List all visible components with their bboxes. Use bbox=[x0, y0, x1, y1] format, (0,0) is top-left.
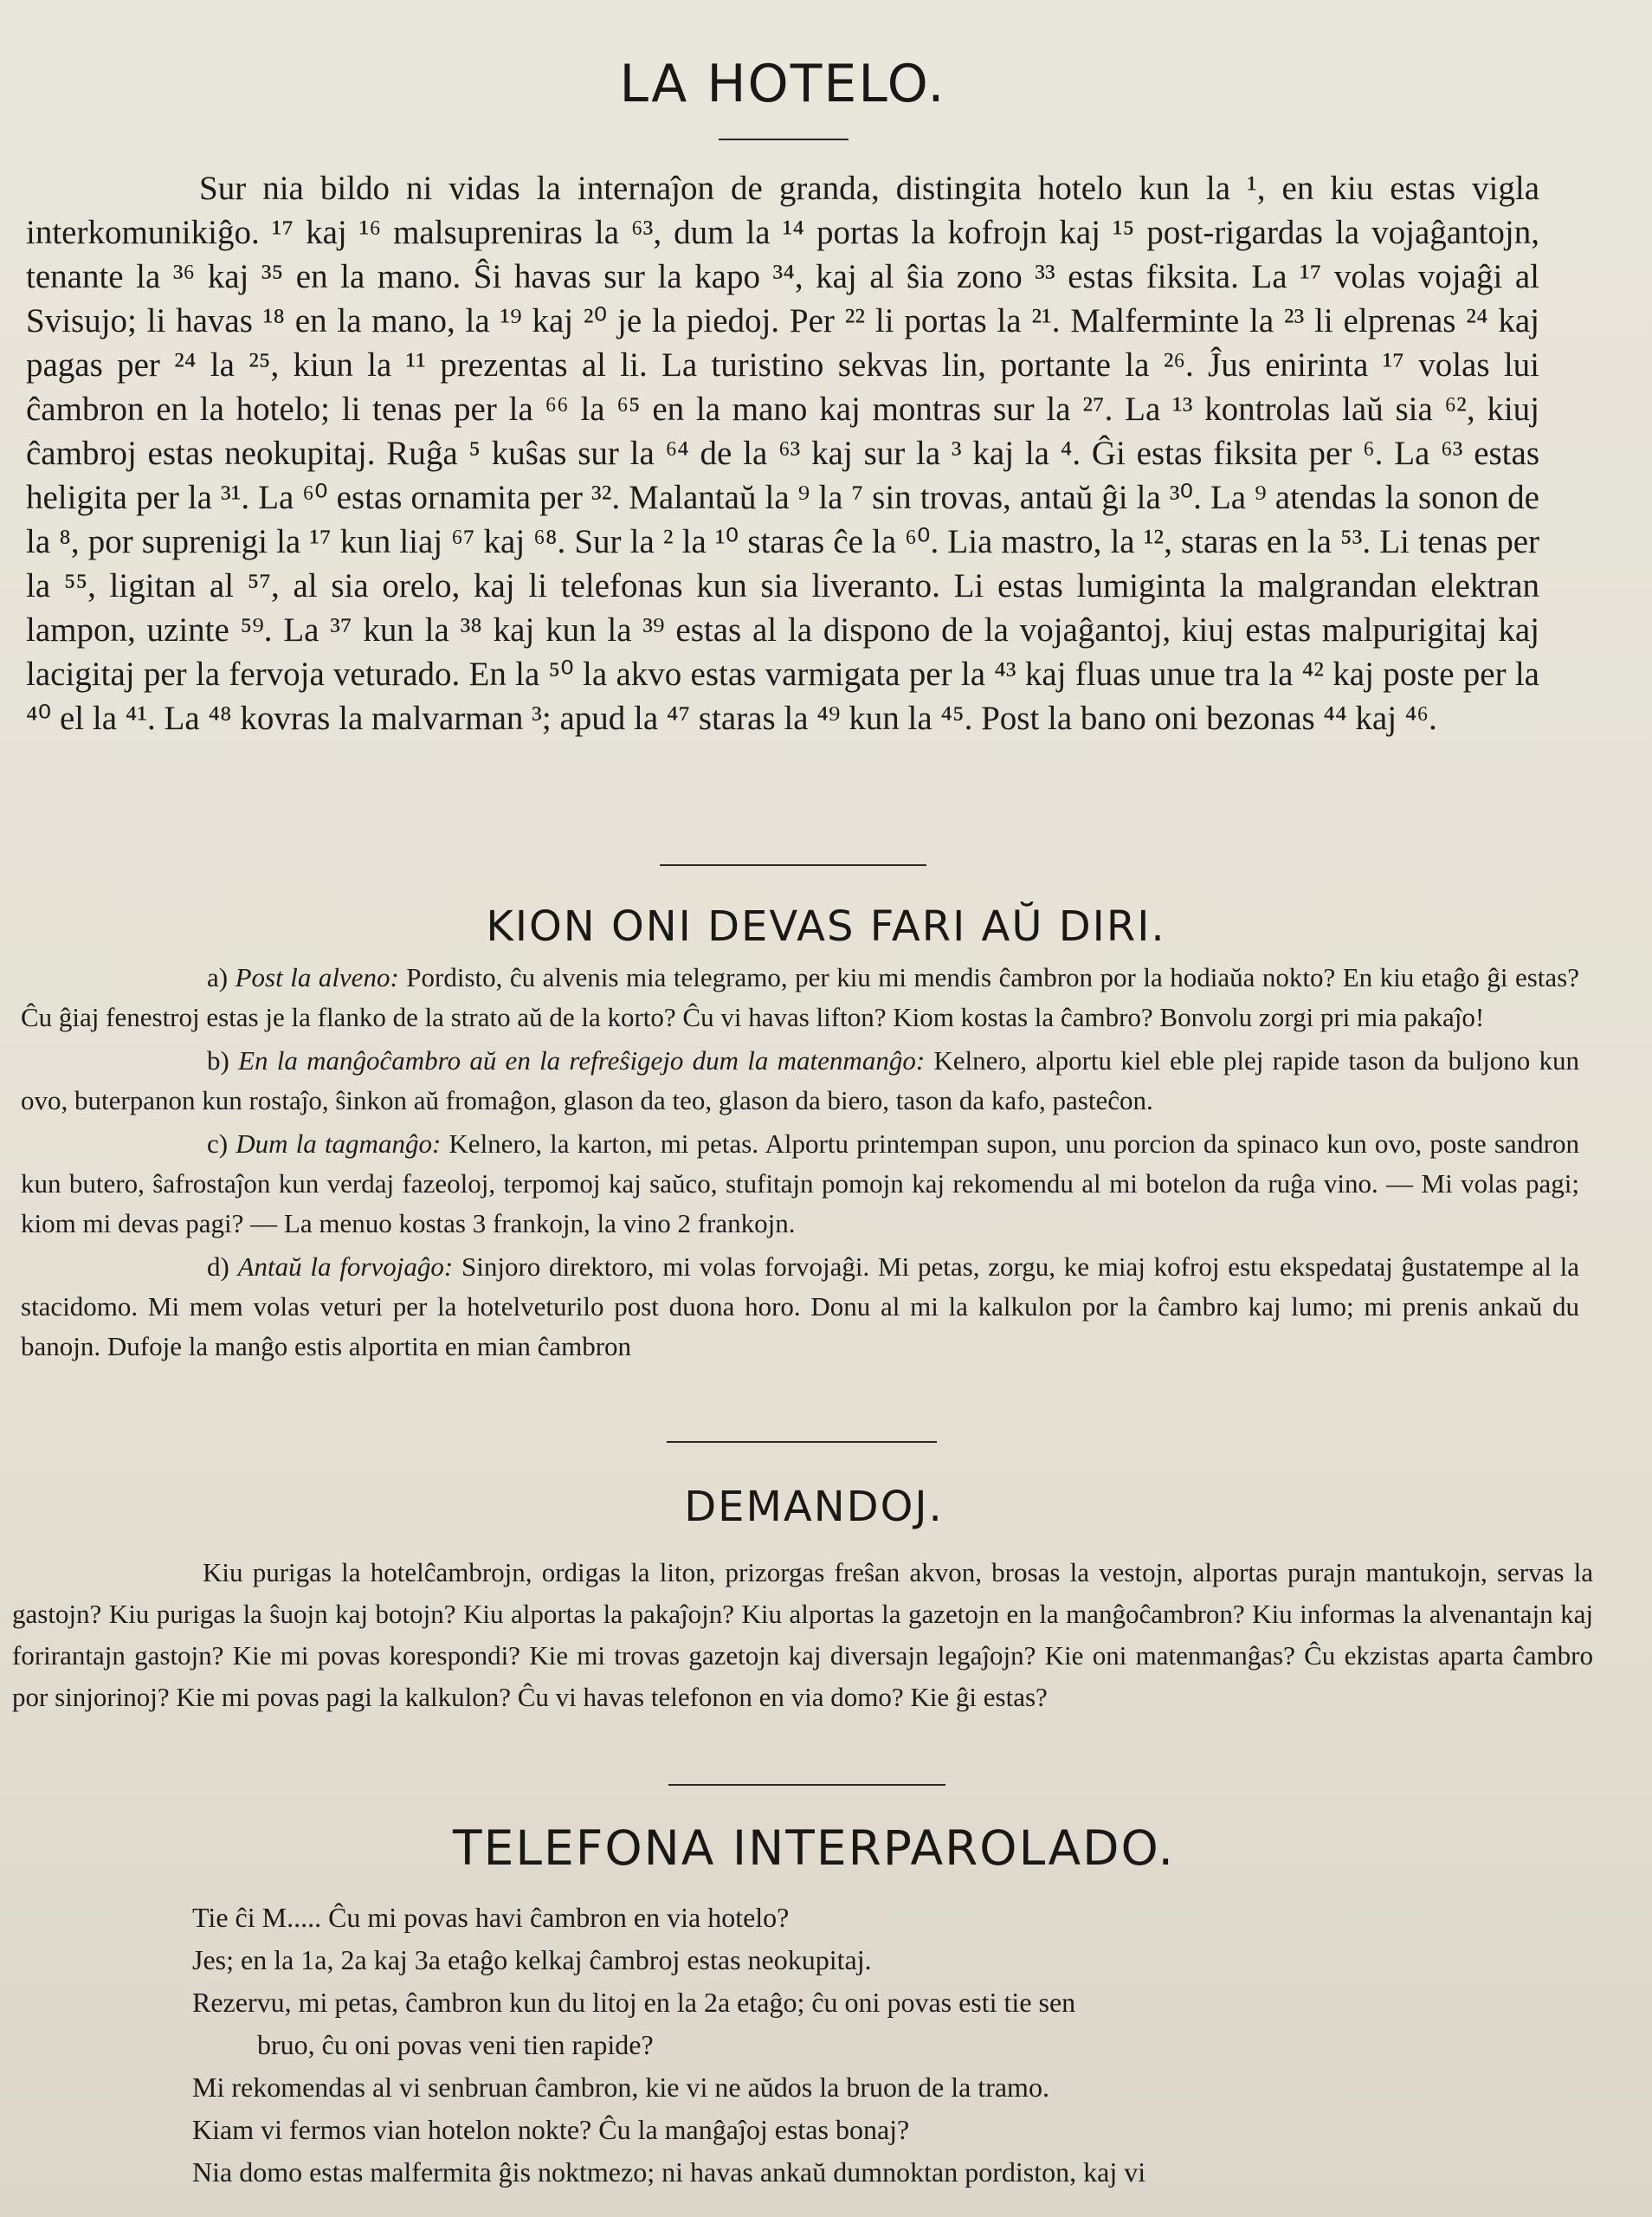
kion-list bbox=[21, 958, 1579, 1367]
item-text: Pordisto, ĉu alvenis mia telegramo, per kiu mi mendis ĉambron por la hodiaŭa nokto? En kiu etaĝo ĝi estas? Ĉu ĝiaj fenestroj estas je la flanko de la strato aŭ de la korto? Ĉu vi havas lifton? Kiom kostas la ĉambro? Bonvolu zorgi pri mia pakaĵo! bbox=[21, 962, 1580, 1032]
kion-item bbox=[21, 958, 1579, 1037]
item-letter: d) bbox=[207, 1251, 229, 1282]
item-text: Sinjoro direktoro, mi volas forvojaĝi. Mi petas, zorgu, ke miaj kofroj estu ekspedataj ĝustatempe al la stacidomo. Mi mem volas veturi per la hotelveturilo post duona horo. Donu al mi la kalkulon por la ĉambro kaj lumo; mi prenis ankaŭ du banojn. Dufoje la manĝo estis alportita en mian ĉambron bbox=[21, 1251, 1579, 1361]
section-divider bbox=[667, 1441, 937, 1443]
item-letter: c) bbox=[207, 1128, 229, 1159]
section-title-demandoj: DEMANDOJ. bbox=[684, 1483, 944, 1531]
item-lead: En la manĝoĉambro aŭ en la refreŝigejo dum la matenmanĝo: bbox=[238, 1045, 926, 1076]
item-text: Kelnero, la karton, mi petas. Alportu printempan supon, unu porcion da spinaco kun ovo, poste sandron kun butero, ŝafrostaĵon kun verdaj fazeoloj, terpomoj kaj saŭco, stufitajn pomojn kaj rekomendu al mi botelon da ruĝa vino. — Mi volas pagi; kiom mi devas pagi? — La menuo kostas 3 frankojn, la vino 2 frankojn. bbox=[21, 1128, 1579, 1238]
hotelo-paragraph: Sur nia bildo ni vidas la internaĵon de granda, distingita hotelo kun la ¹, en kiu estas vigla interkomunikiĝo. ¹⁷ kaj ¹⁶ malsupreniras la ⁶³, dum la ¹⁴ portas la kofrojn kaj ¹⁵ post-rigardas la vojaĝantojn, tenante la ³⁶ kaj ³⁵ en la mano. Ŝi havas sur la kapo ³⁴, kaj al ŝia zono ³³ estas fiksita. La ¹⁷ volas vojaĝi al Svisujo; li havas ¹⁸ en la mano, la ¹⁹ kaj ²⁰ je la piedoj. Per ²² li portas la ²¹. Malferminte la ²³ li elprenas ²⁴ kaj pagas per ²⁴ la ²⁵, kiun la ¹¹ prezentas al li. La turistino sekvas lin, portante la ²⁶. Ĵus enirinta ¹⁷ volas lui ĉambron en la hotelo; li tenas per la ⁶⁶ la ⁶⁵ en la mano kaj montras sur la ²⁷. La ¹³ kontrolas laŭ sia ⁶², kiuj ĉambroj estas neokupitaj. Ruĝa ⁵ kuŝas sur la ⁶⁴ de la ⁶³ kaj sur la ³ kaj la ⁴. Ĝi estas fiksita per ⁶. La ⁶³ estas heligita per la ³¹. La ⁶⁰ estas ornamita per ³². Malantaŭ la ⁹ la ⁷ sin trovas, antaŭ ĝi la ³⁰. La ⁹ atendas la sonon de la ⁸, por suprenigi la ¹⁷ kun liaj ⁶⁷ kaj ⁶⁸. Sur la ² la ¹⁰ staras ĉe la ⁶⁰. Lia mastro, la ¹², staras en la ⁵³. Li tenas per la ⁵⁵, ligitan al ⁵⁷, al sia orelo, kaj li telefonas kun sia liveranto. Li estas lumiginta la malgrandan elektran lampon, uzinte ⁵⁹. La ³⁷ kun la ³⁸ kaj kun la ³⁹ estas al la dispono de la vojaĝantoj, kiuj estas malpurigitaj kaj lacigitaj per la fervoja veturado. En la ⁵⁰ la akvo estas varmigata per la ⁴³ kaj fluas unue tra la ⁴² kaj poste per la ⁴⁰ el la ⁴¹. La ⁴⁸ kovras la malvarman ³; apud la ⁴⁷ staras la ⁴⁹ kun la ⁴⁵. Post la bano oni bezonas ⁴⁴ kaj ⁴⁶. bbox=[26, 170, 1539, 737]
section-divider bbox=[660, 864, 926, 866]
item-lead: Post la alveno: bbox=[235, 962, 399, 992]
section-title-telefona: TELEFONA INTERPAROLADO. bbox=[452, 1820, 1176, 1876]
kion-item bbox=[21, 1247, 1579, 1367]
dialogue-line: Tie ĉi M..... Ĉu mi povas havi ĉambron en via hotelo? bbox=[192, 1902, 790, 1933]
dialogue-line: Kiam vi fermos vian hotelon nokte? Ĉu la manĝaĵoj estas bonaj? bbox=[192, 2114, 910, 2145]
section-divider bbox=[668, 1784, 945, 1786]
demandoj-paragraph: Kiu purigas la hotelĉambrojn, ordigas la liton, prizorgas freŝan akvon, brosas la vestojn, alportas purajn mantukojn, servas la gastojn? Kiu purigas la ŝuojn kaj botojn? Kiu alportas la pakaĵojn? Kiu alportas la gazetojn en la manĝoĉambron? Kiu informas la alvenantajn kaj forirantajn gastojn? Kie mi povas korespondi? Kie mi trovas gazetojn kaj diversajn legaĵojn? Kie oni matenmanĝas? Ĉu ekzistas aparta ĉambro por sinjorinoj? Kie mi povas pagi la kalkulon? Ĉu vi havas telefonon en via domo? Kie ĝi estas? bbox=[12, 1557, 1593, 1712]
kion-item bbox=[21, 1041, 1579, 1121]
dialogue-line: bruo, ĉu oni povas veni tien rapide? bbox=[257, 2029, 654, 2060]
dialogue-line: Jes; en la 1a, 2a kaj 3a etaĝo kelkaj ĉambroj estas neokupitaj. bbox=[192, 1944, 872, 1975]
section-title-hotelo: LA HOTELO. bbox=[619, 54, 946, 114]
item-text: Kelnero, alportu kiel eble plej rapide tason da buljono kun ovo, buterpanon kun rostaĵo, ŝinkon aŭ fromaĝon, glason da teo, glason da biero, tason da kafo, pasteĉon. bbox=[21, 1045, 1579, 1115]
section-title-kion: KION ONI DEVAS FARI AŬ DIRI. bbox=[486, 902, 1166, 951]
item-letter: a) bbox=[207, 962, 229, 992]
kion-item bbox=[21, 1124, 1579, 1244]
telefona-dialogue bbox=[192, 1897, 1578, 2194]
dialogue-line: Rezervu, mi petas, ĉambron kun du litoj en la 2a etaĝo; ĉu oni povas esti tie sen bbox=[192, 1987, 1076, 2018]
dialogue-line: Mi rekomendas al vi senbruan ĉambron, kie vi ne aŭdos la bruon de la tramo. bbox=[192, 2072, 1049, 2103]
item-lead: Antaŭ la forvojaĝo: bbox=[237, 1251, 454, 1282]
dialogue-line: Nia domo estas malfermita ĝis noktmezo; ni havas ankaŭ dumnoktan pordiston, kaj vi bbox=[192, 2156, 1146, 2188]
title-rule bbox=[719, 139, 849, 140]
item-lead: Dum la tagmanĝo: bbox=[236, 1128, 442, 1159]
item-letter: b) bbox=[207, 1045, 229, 1076]
